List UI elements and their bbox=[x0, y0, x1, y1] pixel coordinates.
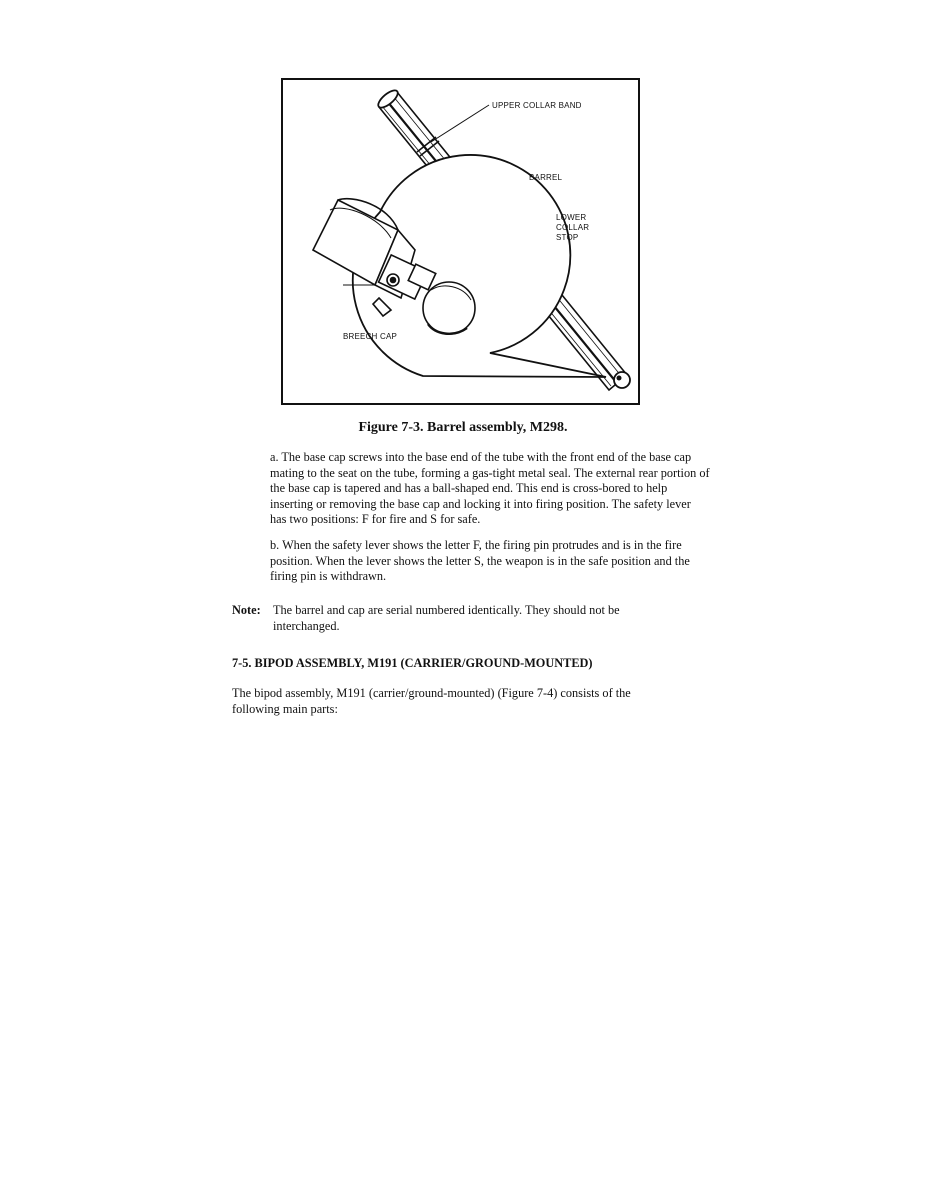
note-label: Note: bbox=[232, 603, 261, 617]
paragraph-a: a. The base cap screws into the base end of the tube with the front end of the base cap mating to the seat on the tube, forming a gas-tight metal seal. The external rear portion of the base cap is tapered and has a ball-shaped end. This end is cross-bored to help inserting or removing the base cap and locking it into firing position. The safety lever has two positions: F for fire and S for safe. bbox=[270, 450, 710, 527]
base-ball-end bbox=[614, 372, 630, 388]
label-breech-cap: BREECH CAP bbox=[343, 332, 398, 341]
label-barrel: BARREL bbox=[529, 173, 563, 182]
label-upper-collar-band: UPPER COLLAR BAND bbox=[492, 101, 582, 110]
figure-caption: Figure 7-3. Barrel assembly, M298. bbox=[358, 420, 568, 435]
leader-upper-collar bbox=[431, 105, 489, 142]
intro-paragraph: The bipod assembly, M191 (carrier/ground-mounted) (Figure 7-4) consists of the following main parts: bbox=[232, 686, 631, 716]
label-lower-collar-stop-line1: LOWER bbox=[556, 213, 587, 222]
barrel-assembly-illustration bbox=[283, 80, 638, 403]
section-heading: 7-5. BIPOD ASSEMBLY, M191 (CARRIER/GROUND-MOUNTED) bbox=[232, 656, 593, 670]
label-lower-collar-stop-line2: COLLAR bbox=[556, 223, 590, 232]
paragraph-b: b. When the safety lever shows the letter F, the firing pin protrudes and is in the fire position. When the lever shows the letter S, the weapon is in the safe position and the firing pin is withdrawn. bbox=[270, 538, 690, 584]
note-text: The barrel and cap are serial numbered identically. They should not be interchanged. bbox=[273, 603, 620, 633]
figure-frame bbox=[281, 78, 640, 405]
label-lower-collar-stop-line3: STOP bbox=[556, 233, 579, 242]
